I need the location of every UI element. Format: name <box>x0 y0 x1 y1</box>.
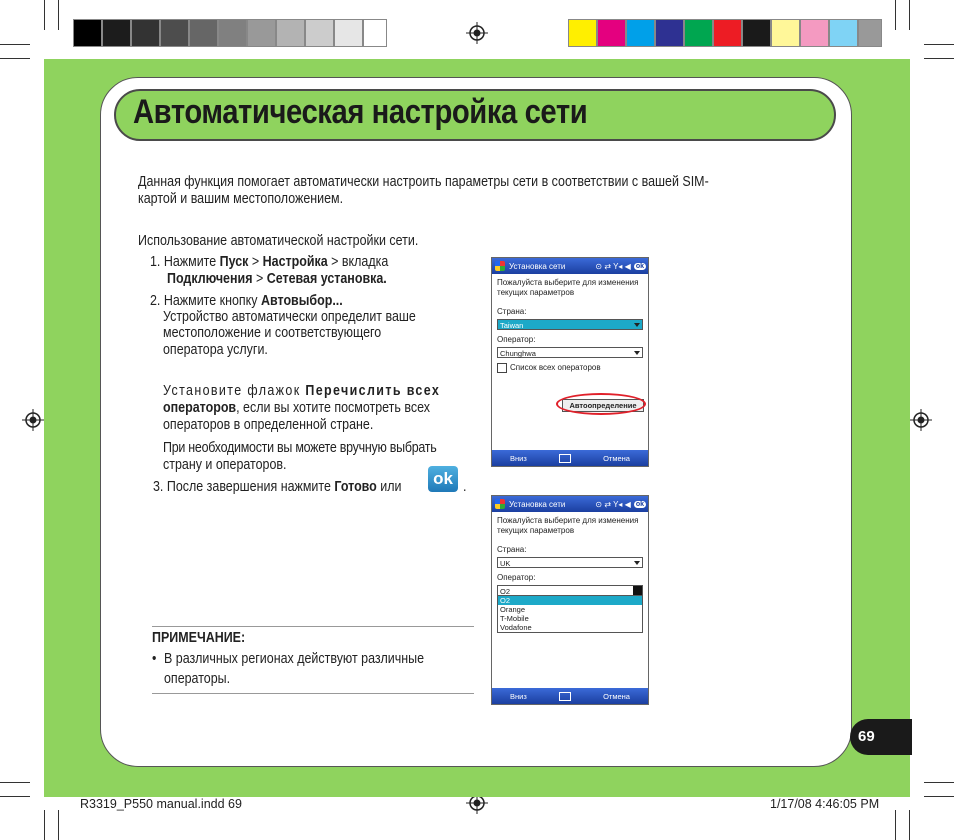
prompt-line-1: Пожалуйста выберите для изменения <box>497 278 639 287</box>
step-2-manual-line-2: страну и операторов. <box>163 457 287 473</box>
note-line-1: В различных регионах действуют различные <box>164 651 425 667</box>
page-number-badge: 69 <box>850 719 912 755</box>
prompt-line-2: текущих параметров <box>497 288 575 297</box>
windows-start-icon <box>495 261 505 271</box>
operator-label: Оператор: <box>497 335 536 344</box>
phone-soft-key-bar <box>492 688 648 704</box>
keyboard-icon <box>559 692 571 701</box>
phone-ok-button: ok <box>635 500 644 508</box>
note-top-rule <box>152 626 474 627</box>
phone-window-title: Установка сети <box>509 499 566 509</box>
page-title: Автоматическая настройка сети <box>133 93 588 131</box>
operator-option: Vodafone <box>500 623 532 632</box>
highlight-ellipse <box>556 393 646 415</box>
step-3-period: . <box>463 479 467 495</box>
status-icons: ⊙ ⇄ Y◂ ◀ <box>595 261 631 271</box>
ok-icon: ok <box>428 466 458 492</box>
checkbox-label: Список всех операторов <box>510 363 601 372</box>
operator-option: O2 <box>498 596 642 605</box>
registration-mark-top-icon <box>466 22 488 44</box>
step-2-flag-line-2: операторов, если вы хотите посмотреть всех <box>163 400 430 416</box>
checkbox-icon <box>497 363 507 373</box>
step-2-flag-line-3: операторов в определенной стране. <box>163 417 374 433</box>
operator-label: Оператор: <box>497 573 536 582</box>
note-line-2: операторы. <box>164 671 231 687</box>
soft-key-left: Вниз <box>510 691 527 701</box>
phone-title-bar <box>492 258 648 274</box>
step-1-line-2: Подключения > Сетевая установка. <box>167 271 387 287</box>
screenshot-network-setup-2 <box>491 495 649 705</box>
list-all-operators-checkbox-row <box>497 363 643 373</box>
step-2-line-3: местоположение и соответствующего <box>163 325 382 341</box>
phone-title-bar <box>492 496 648 512</box>
operator-options-list <box>497 596 643 633</box>
operator-dropdown: Chunghwa <box>497 347 643 358</box>
country-label: Страна: <box>497 545 527 554</box>
slug-timestamp: 1/17/08 4:46:05 PM <box>770 797 880 811</box>
prompt-line-1: Пожалуйста выберите для изменения <box>497 516 639 525</box>
registration-mark-left-icon <box>22 409 44 431</box>
country-dropdown: UK <box>497 557 643 568</box>
step-2-flag-line-1: Установите флажок Перечислить всех <box>163 383 441 399</box>
country-label: Страна: <box>497 307 527 316</box>
windows-start-icon <box>495 499 505 509</box>
status-icons: ⊙ ⇄ Y◂ ◀ <box>595 499 631 509</box>
phone-window-title: Установка сети <box>509 261 566 271</box>
country-dropdown: Taiwan <box>497 319 643 330</box>
note-bottom-rule <box>152 693 474 694</box>
screenshot-network-setup-1 <box>491 257 649 467</box>
slug-file-info: R3319_P550 manual.indd 69 <box>80 797 242 811</box>
phone-ok-button: ok <box>635 262 644 270</box>
phone-soft-key-bar <box>492 450 648 466</box>
step-2-line-4: оператора услуги. <box>163 342 268 358</box>
prompt-line-2: текущих параметров <box>497 526 575 535</box>
soft-key-left: Вниз <box>510 453 527 463</box>
operator-option: Orange <box>500 605 526 614</box>
soft-key-right: Отмена <box>603 453 630 463</box>
step-2-line-1: 2. Нажмите кнопку Автовыбор... <box>150 293 343 309</box>
usage-heading: Использование автоматической настройки сети. <box>138 233 419 249</box>
registration-mark-right-icon <box>910 409 932 431</box>
intro-line-2: картой и вашим местоположением. <box>138 191 344 207</box>
step-2-manual-line-1: При необходимости вы можете вручную выбрать <box>163 440 437 456</box>
intro-line-1: Данная функция помогает автоматически настроить параметры сети в соответствии с вашей SIM- <box>138 174 709 190</box>
note-heading: ПРИМЕЧАНИЕ: <box>152 630 246 646</box>
operator-dropdown-open: O2 <box>497 585 643 596</box>
note-bullet: • <box>152 651 157 667</box>
step-3-line: 3. После завершения нажмите Готово или <box>153 479 402 495</box>
step-2-line-2: Устройство автоматически определит ваше <box>163 309 416 325</box>
operator-option: T-Mobile <box>500 614 529 623</box>
step-1-line-1: 1. Нажмите Пуск > Настройка > вкладка <box>150 254 389 270</box>
auto-detect-button: Автоопределение <box>562 399 644 412</box>
keyboard-icon <box>559 454 571 463</box>
soft-key-right: Отмена <box>603 691 630 701</box>
